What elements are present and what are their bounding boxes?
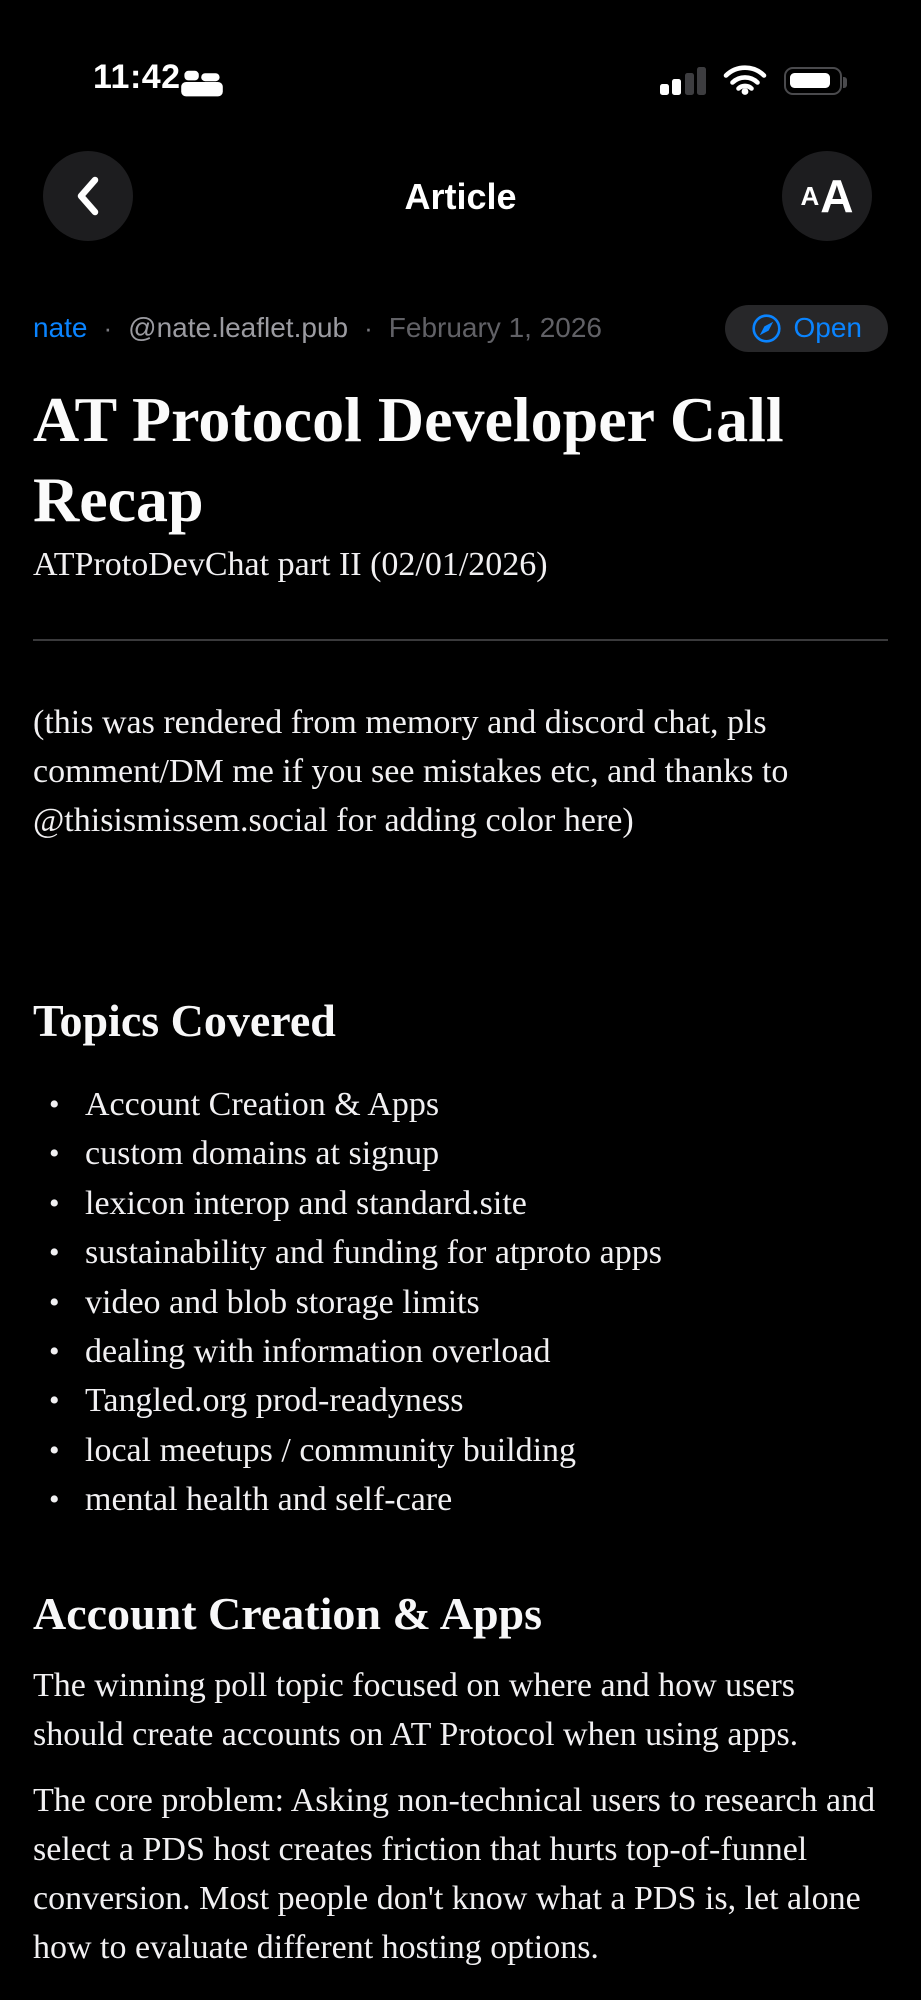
article-body xyxy=(33,380,888,1972)
publish-date: February 1, 2026 xyxy=(388,312,603,343)
byline-separator: · xyxy=(103,312,113,343)
bed-icon xyxy=(180,66,224,98)
author-handle: @nate.leaflet.pub xyxy=(128,312,349,343)
byline xyxy=(33,303,888,353)
section-heading-topics: Topics Covered xyxy=(33,995,336,1046)
text-size-button[interactable] xyxy=(782,151,872,241)
list-item: • Tangled.org prod-readyness xyxy=(85,1376,888,1425)
author-link[interactable]: nate xyxy=(33,312,88,343)
body-paragraph: The core problem: Asking non-technical users to research and select a PDS host creates friction that hurts top-of-funnel conversion. Most people don't know what a PDS is, let alone how to evaluate different hosting options. xyxy=(33,1781,876,1966)
list-item: • lexicon interop and standard.site xyxy=(85,1179,888,1228)
status-time: 11:42 xyxy=(93,58,181,96)
intro-paragraph: (this was rendered from memory and discord chat, pls comment/DM me if you see mistakes etc, and thanks to @thisismissem.social for adding color here) xyxy=(33,704,789,839)
body-paragraph: The winning poll topic focused on where and how users should create accounts on AT Protocol when using apps. xyxy=(33,1666,799,1753)
article-subtitle: ATProtoDevChat part II (02/01/2026) xyxy=(33,546,548,583)
list-item: • custom domains at signup xyxy=(85,1129,888,1178)
list-item: • Account Creation & Apps xyxy=(85,1080,888,1129)
divider xyxy=(33,639,888,641)
section-heading-account-creation: Account Creation & Apps xyxy=(33,1587,543,1639)
battery-icon xyxy=(784,67,842,95)
topics-list xyxy=(33,1080,888,1525)
list-item: • video and blob storage limits xyxy=(85,1278,888,1327)
text-size-label-large: A xyxy=(820,170,854,222)
open-button-label: Open xyxy=(793,312,862,343)
page-title: Article xyxy=(404,176,517,217)
article-title: AT Protocol Developer Call Recap xyxy=(33,384,784,535)
byline-separator: · xyxy=(364,312,373,343)
list-item: • local meetups / community building xyxy=(85,1426,888,1475)
open-button[interactable] xyxy=(725,305,889,352)
wifi-icon xyxy=(723,64,767,95)
text-size-label-small: A xyxy=(800,180,820,211)
compass-icon xyxy=(751,313,782,344)
list-item: • sustainability and funding for atproto apps xyxy=(85,1228,888,1277)
list-item: • dealing with information overload xyxy=(85,1327,888,1376)
cellular-signal-icon xyxy=(660,66,707,95)
status-icons xyxy=(660,63,843,95)
list-item: • mental health and self-care xyxy=(85,1475,888,1524)
